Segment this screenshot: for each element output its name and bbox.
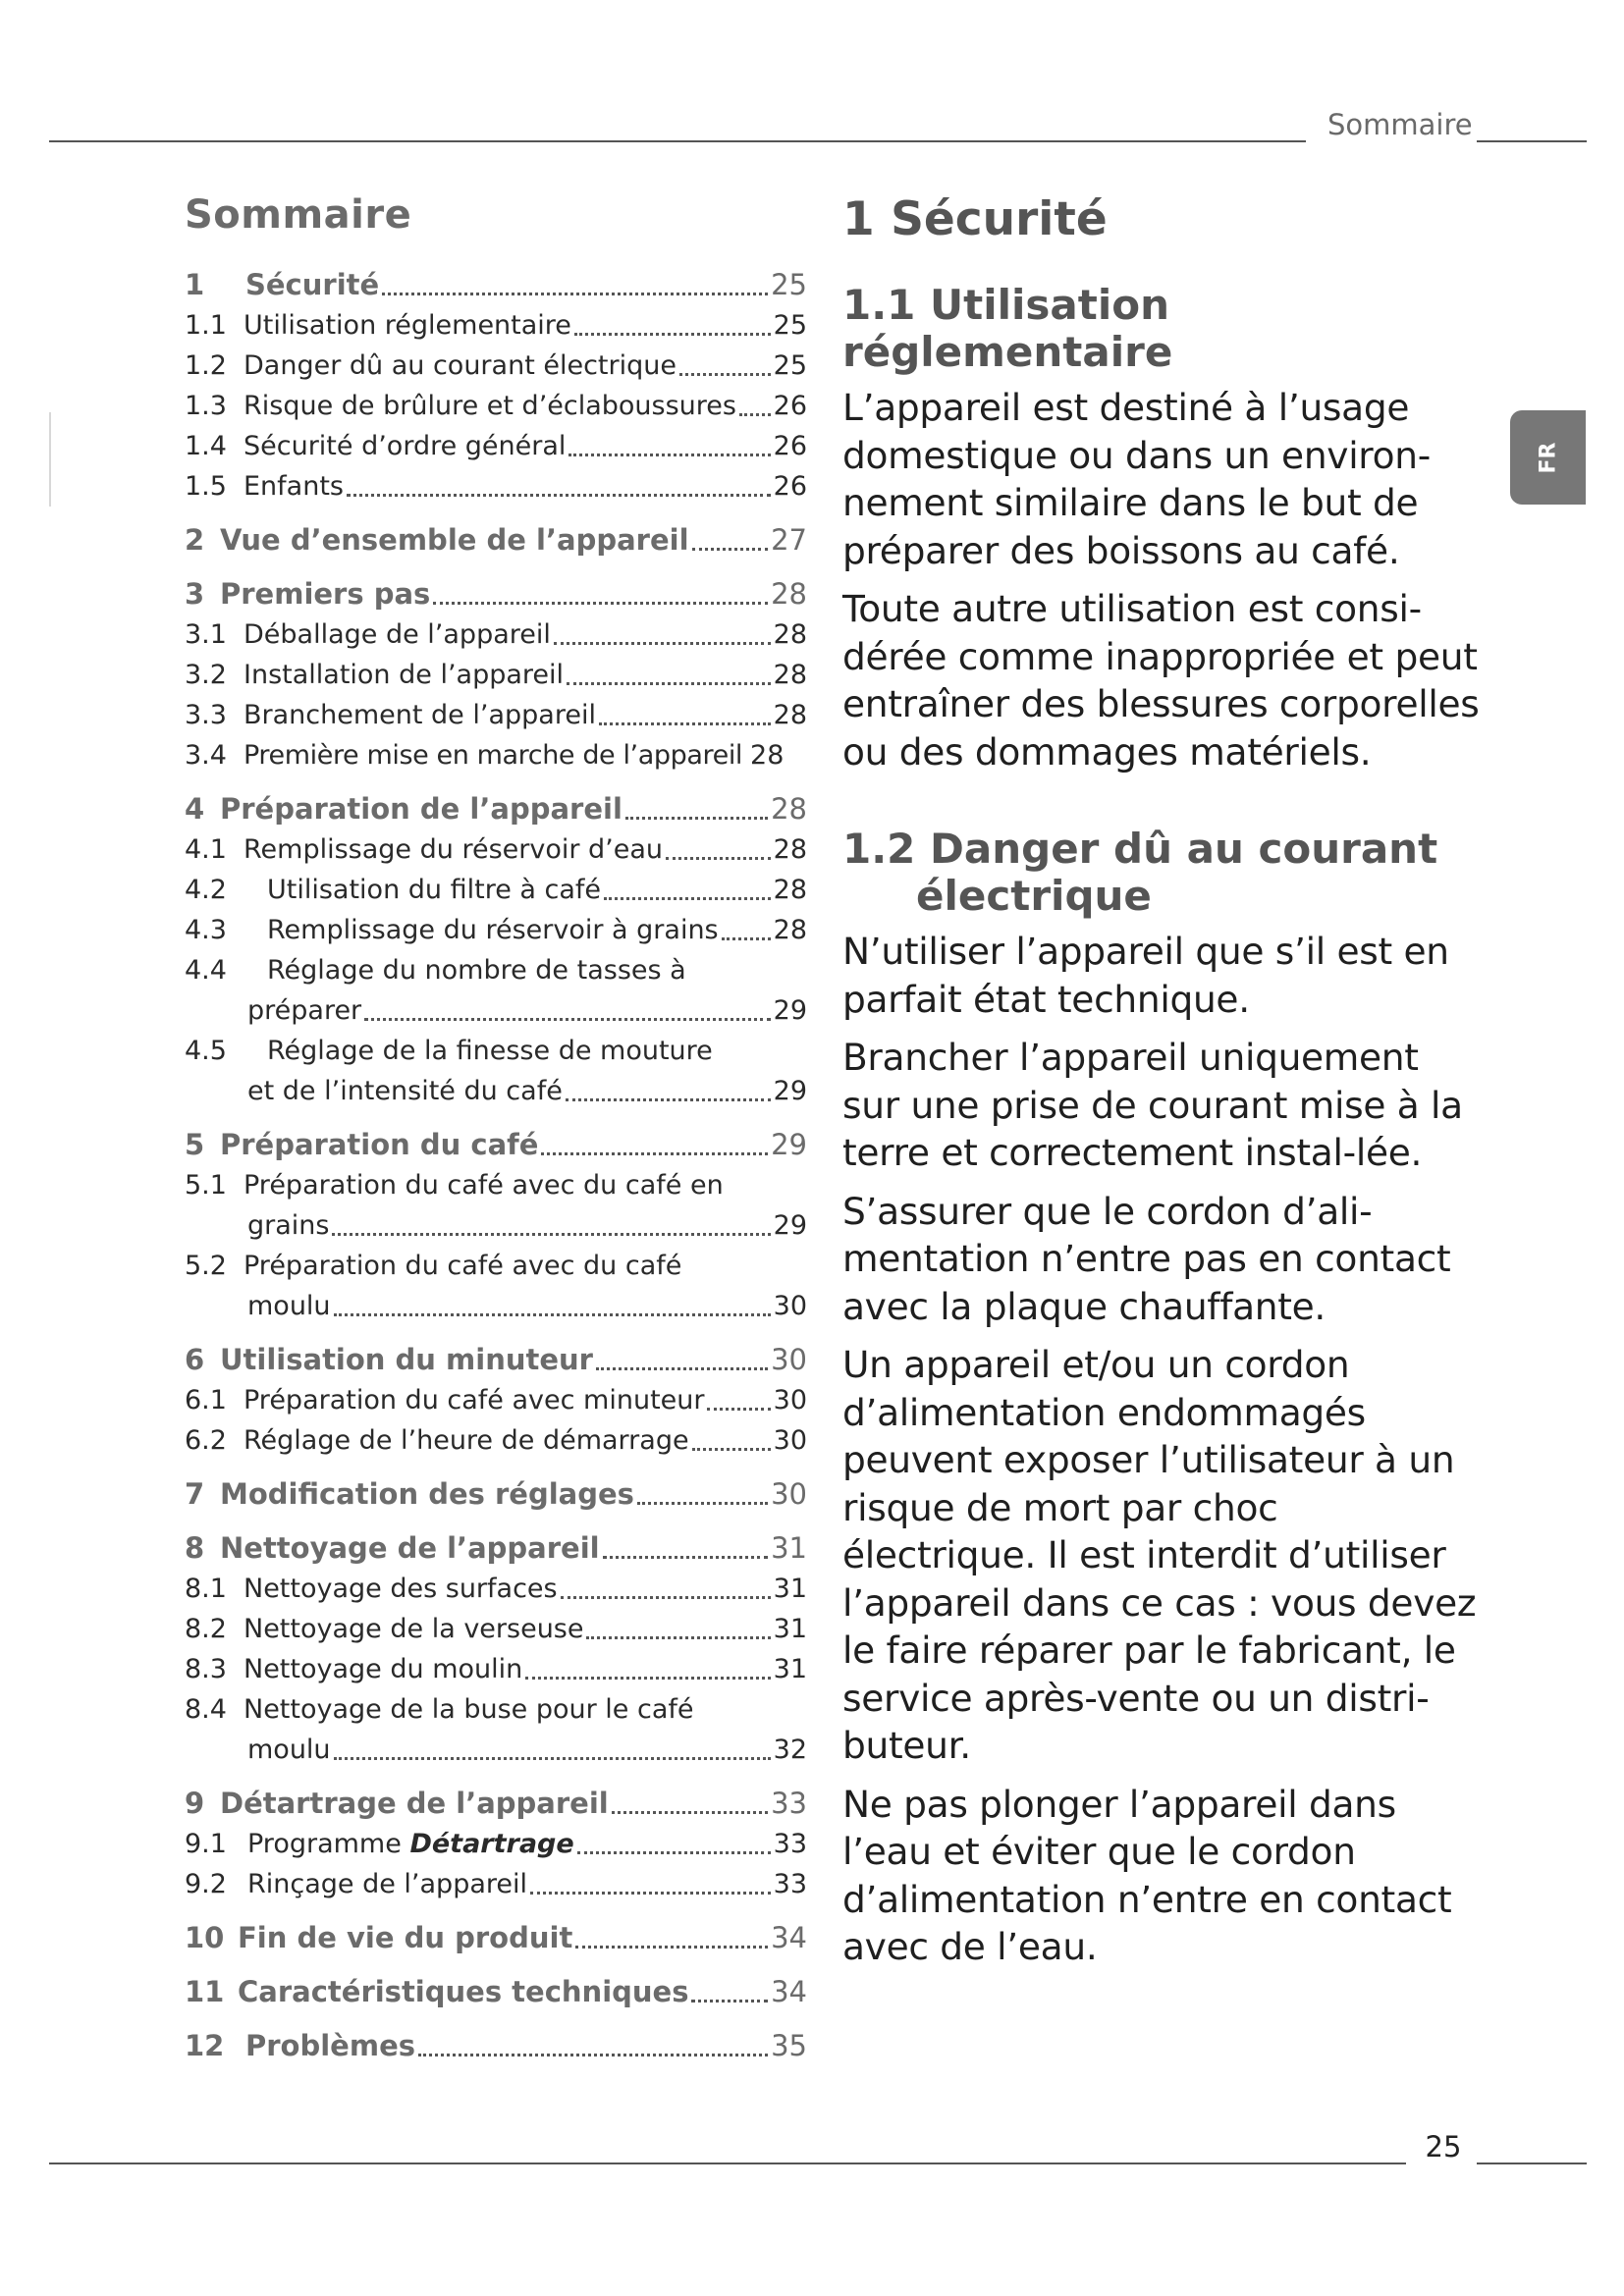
toc-num: 6.2 — [185, 1425, 227, 1456]
toc-sub-entry-continuation[interactable] — [185, 1286, 807, 1326]
paragraph: Un appareil et/ou un cordon d’alimentation endommagés peuvent exposer l’utilisateur à un risque de mort par choc électrique. Il est interdit d’utiliser l’appareil dans ce cas : vous devez le faire réparer par le fabricant, le service après-vente ou un distri-buteur. — [842, 1343, 1477, 1767]
subsection-heading: 1.1 Utilisation réglementaire — [842, 281, 1173, 376]
toc-num: 4.4 — [185, 955, 227, 986]
toc-num: 4.1 — [185, 834, 227, 865]
toc-page: 29 — [773, 1076, 807, 1106]
toc-main-entry[interactable] — [185, 1784, 807, 1824]
toc-section — [185, 1474, 807, 1515]
toc-main-entry[interactable] — [185, 574, 807, 614]
toc-num: 1.4 — [185, 431, 227, 461]
toc-sub-entry[interactable] — [185, 1380, 807, 1420]
toc-num: 11 — [185, 1975, 225, 2008]
toc-num: 8.1 — [185, 1574, 227, 1604]
toc-sub-entry[interactable] — [185, 1246, 807, 1286]
toc-page: 25 — [773, 310, 807, 341]
toc-title-text: Remplissage du réservoir à grains — [267, 915, 719, 945]
toc-leader — [603, 1556, 769, 1559]
paragraph: Ne pas plonger l’appareil dans l’eau et éviter que le cordon d’alimentation n’entre en contact avec de l’eau. — [842, 1782, 1452, 1968]
toc-page: 29 — [771, 1128, 807, 1161]
toc-title-text: Préparation du café avec minuteur — [244, 1385, 705, 1415]
toc-leader — [739, 413, 771, 416]
subsection-heading-line: 1.2 Danger dû au courant — [842, 825, 1438, 873]
toc-title-text: Risque de brûlure et d’éclaboussures — [244, 391, 736, 421]
toc-page: 34 — [771, 1921, 807, 1954]
toc-page: 26 — [773, 471, 807, 502]
toc-sub-entry-continuation[interactable] — [185, 990, 807, 1031]
toc-page: 28 — [773, 915, 807, 945]
toc-leader — [334, 1313, 771, 1316]
toc-leader — [554, 642, 771, 645]
toc-leader — [666, 857, 771, 860]
toc-num: 4.5 — [185, 1036, 227, 1066]
toc-num: 5.2 — [185, 1251, 227, 1281]
toc-leader — [637, 1502, 768, 1505]
toc-sub-entry[interactable] — [185, 655, 807, 695]
toc-leader — [364, 1018, 770, 1021]
toc-num: 8 — [185, 1531, 205, 1565]
toc-main-entry[interactable] — [185, 1340, 807, 1380]
toc-sub-entry[interactable] — [185, 1165, 807, 1205]
toc-title-plain: Programme — [247, 1829, 402, 1859]
toc-title-text: Utilisation du filtre à café — [267, 875, 602, 905]
toc-sub-entry[interactable] — [185, 1824, 807, 1864]
toc-title-text: Réglage de l’heure de démarrage — [244, 1425, 689, 1456]
toc-sub-entry[interactable] — [185, 1649, 807, 1689]
table-of-contents — [185, 192, 807, 2080]
toc-page: 28 — [771, 792, 807, 826]
toc-num: 3.3 — [185, 700, 227, 730]
toc-main-entry[interactable] — [185, 520, 807, 561]
toc-leader — [530, 1892, 771, 1895]
toc-page: 33 — [773, 1829, 807, 1859]
toc-title-text: Nettoyage de la buse pour le café — [244, 1694, 694, 1725]
toc-leader — [418, 2054, 768, 2056]
toc-num: 7 — [185, 1477, 205, 1511]
toc-title-text: Caractéristiques techniques — [238, 1975, 689, 2008]
toc-title-text: Nettoyage du moulin — [244, 1654, 523, 1684]
toc-leader — [577, 1851, 771, 1854]
section-heading: 1 Sécurité — [842, 192, 1108, 246]
toc-leader — [566, 1098, 771, 1101]
toc-leader — [691, 2000, 768, 2002]
toc-page: 29 — [773, 995, 807, 1026]
spacer — [842, 786, 1481, 826]
toc-num: 4.3 — [185, 915, 227, 945]
toc-leader — [586, 1636, 770, 1639]
toc-leader — [625, 817, 768, 820]
toc-page: 34 — [771, 1975, 807, 2008]
toc-title-text: Préparation du café avec du café — [244, 1251, 682, 1281]
toc-leader — [612, 1811, 768, 1814]
page-number: 25 — [1425, 2130, 1462, 2163]
toc-page: 30 — [773, 1425, 807, 1456]
toc-num: 8.2 — [185, 1614, 227, 1644]
toc-sub-entry[interactable] — [185, 466, 807, 507]
toc-sub-entry[interactable] — [185, 346, 807, 386]
toc-num: 1.3 — [185, 391, 227, 421]
toc-main-entry[interactable] — [185, 1125, 807, 1165]
toc-page: 28 — [771, 577, 807, 611]
footer-rule-right — [1477, 2163, 1587, 2164]
toc-page: 35 — [771, 2029, 807, 2062]
toc-title-text: Réglage de la finesse de mouture — [267, 1036, 713, 1066]
toc-section — [185, 265, 807, 507]
toc-page: 25 — [773, 350, 807, 381]
toc-title-text: Fin de vie du produit — [238, 1921, 573, 1954]
toc-leader — [541, 1152, 768, 1155]
toc-sub-entry[interactable] — [185, 695, 807, 735]
toc-num: 3.1 — [185, 619, 227, 650]
toc-sub-entry[interactable] — [185, 1031, 807, 1071]
toc-page: 28 — [773, 834, 807, 865]
toc-leader — [334, 1757, 771, 1760]
toc-page: 30 — [773, 1385, 807, 1415]
toc-sub-entry[interactable] — [185, 305, 807, 346]
toc-page: 31 — [771, 1531, 807, 1565]
toc-num: 5.1 — [185, 1170, 227, 1201]
toc-sub-entry[interactable] — [185, 1864, 807, 1904]
toc-main-entry[interactable] — [185, 2026, 807, 2066]
toc-leader — [332, 1233, 770, 1236]
toc-section — [185, 1528, 807, 1770]
toc-leader — [707, 1408, 770, 1411]
toc-title-text — [247, 1824, 574, 1864]
toc-num: 1 — [185, 268, 205, 301]
toc-num: 1.5 — [185, 471, 227, 502]
toc-title-text: moulu — [247, 1735, 331, 1765]
toc-title-text: Sécurité d’ordre général — [244, 431, 567, 461]
toc-title-text: Utilisation du minuteur — [220, 1343, 593, 1376]
toc-sub-entry[interactable] — [185, 950, 807, 990]
toc-title-text: Sécurité — [245, 268, 380, 301]
toc-title-text: Nettoyage de l’appareil — [220, 1531, 600, 1565]
paragraph: Toute autre utilisation est consi-dérée comme inappropriée et peut entraîner des blessures corporelles ou des dommages matériels. — [842, 587, 1480, 774]
subsection-heading — [842, 826, 1481, 920]
toc-leader — [574, 333, 771, 336]
header-rule-left — [49, 140, 1306, 142]
toc-page: 28 — [750, 740, 785, 771]
toc-sub-entry[interactable] — [185, 735, 807, 775]
paragraph: L’appareil est destiné à l’usage domestique ou dans un environ-nement similaire dans le but de préparer des boissons au café. — [842, 386, 1431, 572]
toc-main-entry[interactable] — [185, 1474, 807, 1515]
toc-num: 9 — [185, 1787, 205, 1820]
paragraph: S’assurer que le cordon d’ali-mentation n’entre pas en contact avec la plaque chauffante. — [842, 1189, 1451, 1328]
toc-num: 4.2 — [185, 875, 227, 905]
toc-num: 6.1 — [185, 1385, 227, 1415]
toc-sub-entry[interactable] — [185, 1609, 807, 1649]
toc-section — [185, 1340, 807, 1461]
toc-num: 1.2 — [185, 350, 227, 381]
toc-title-text: préparer — [247, 995, 362, 1026]
toc-leader — [599, 722, 771, 725]
toc-leader — [679, 373, 771, 376]
toc-num: 9.1 — [185, 1829, 227, 1859]
toc-num: 10 — [185, 1921, 225, 1954]
toc-sub-entry-continuation[interactable] — [185, 1730, 807, 1770]
toc-title-text: Nettoyage des surfaces — [244, 1574, 558, 1604]
toc-leader — [567, 682, 771, 685]
toc-section — [185, 1972, 807, 2012]
toc-sub-entry[interactable] — [185, 614, 807, 655]
toc-title-text: Nettoyage de la verseuse — [244, 1614, 584, 1644]
toc-title-text: Détartrage de l’appareil — [220, 1787, 609, 1820]
toc-title-text: Réglage du nombre de tasses à — [267, 955, 686, 986]
toc-leader — [575, 1946, 768, 1949]
toc-title-text: Préparation du café — [220, 1128, 539, 1161]
toc-section — [185, 1918, 807, 1958]
paragraph: Brancher l’appareil uniquement sur une prise de courant mise à la terre et correctement instal-lée. — [842, 1036, 1463, 1174]
header-rule-right — [1477, 140, 1587, 142]
toc-leader — [692, 548, 769, 551]
page-edge-mark — [49, 412, 51, 507]
language-tab-label: FR — [1536, 442, 1560, 473]
toc-page: 28 — [773, 660, 807, 690]
toc-sub-entry[interactable] — [185, 1689, 807, 1730]
toc-page: 32 — [773, 1735, 807, 1765]
toc-num: 1.1 — [185, 310, 227, 341]
toc-section — [185, 520, 807, 561]
toc-title-text: Remplissage du réservoir d’eau — [244, 834, 664, 865]
toc-title-text: Branchement de l’appareil — [244, 700, 596, 730]
toc-title-text: Déballage de l’appareil — [244, 619, 551, 650]
toc-sub-entry-continuation[interactable] — [185, 1205, 807, 1246]
toc-title-text: Vue d’ensemble de l’appareil — [220, 523, 689, 557]
toc-num: 8.4 — [185, 1694, 227, 1725]
toc-page: 31 — [773, 1654, 807, 1684]
toc-leader — [433, 602, 768, 605]
toc-leader — [568, 454, 770, 456]
toc-page: 26 — [773, 391, 807, 421]
toc-page: 31 — [773, 1614, 807, 1644]
toc-page: 33 — [773, 1869, 807, 1899]
toc-section — [185, 1125, 807, 1326]
toc-num: 3.2 — [185, 660, 227, 690]
footer-rule-left — [49, 2163, 1406, 2164]
toc-title-text: et de l’intensité du café — [247, 1076, 563, 1106]
toc-title-text: Enfants — [244, 471, 344, 502]
toc-leader — [692, 1448, 771, 1451]
toc-sub-entry[interactable] — [185, 910, 807, 950]
toc-num: 4 — [185, 792, 205, 826]
toc-leader — [347, 494, 771, 497]
toc-leader — [604, 897, 771, 900]
subsection-heading-continuation: électrique — [916, 872, 1152, 920]
toc-num: 6 — [185, 1343, 205, 1376]
toc-page: 26 — [773, 431, 807, 461]
toc-main-entry[interactable] — [185, 1918, 807, 1958]
running-header: Sommaire — [1327, 108, 1473, 141]
toc-leader — [722, 937, 771, 940]
toc-sub-entry[interactable] — [185, 1569, 807, 1609]
main-content — [842, 192, 1481, 1982]
toc-section — [185, 1784, 807, 1904]
toc-title-text: Installation de l’appareil — [244, 660, 565, 690]
toc-section — [185, 2026, 807, 2066]
toc-title-text: Problèmes — [245, 2029, 415, 2062]
toc-page: 30 — [771, 1343, 807, 1376]
toc-title-text: grains — [247, 1210, 330, 1241]
toc-num: 9.2 — [185, 1869, 227, 1899]
toc-title-emphasis: Détartrage — [409, 1829, 574, 1859]
toc-leader — [382, 293, 768, 295]
toc-sub-entry[interactable] — [185, 386, 807, 426]
toc-num: 2 — [185, 523, 205, 557]
toc-page: 33 — [771, 1787, 807, 1820]
toc-page: 29 — [773, 1210, 807, 1241]
toc-page: 25 — [771, 268, 807, 301]
toc-main-entry[interactable] — [185, 789, 807, 829]
toc-sub-entry-continuation[interactable] — [185, 1071, 807, 1111]
toc-page: 30 — [773, 1291, 807, 1321]
toc-title: Sommaire — [185, 192, 412, 238]
toc-title-text: Utilisation réglementaire — [244, 310, 571, 341]
toc-sub-entry[interactable] — [185, 1420, 807, 1461]
toc-main-entry[interactable] — [185, 265, 807, 305]
toc-title-text: Rinçage de l’appareil — [247, 1869, 528, 1899]
toc-page: 30 — [771, 1477, 807, 1511]
toc-num: 3.4 — [185, 740, 227, 771]
toc-main-entry[interactable] — [185, 1528, 807, 1569]
toc-num: 3 — [185, 577, 205, 611]
toc-title-text: Premiers pas — [220, 577, 431, 611]
toc-num: 5 — [185, 1128, 205, 1161]
toc-leader — [596, 1367, 768, 1370]
toc-title-text: Modification des réglages — [220, 1477, 634, 1511]
toc-leader — [525, 1677, 770, 1680]
toc-section — [185, 789, 807, 1111]
toc-sub-entry[interactable] — [185, 426, 807, 466]
paragraph: N’utiliser l’appareil que s’il est en parfait état technique. — [842, 930, 1449, 1021]
toc-page: 27 — [771, 523, 807, 557]
language-tab — [1510, 410, 1586, 505]
toc-page: 28 — [773, 619, 807, 650]
toc-num: 8.3 — [185, 1654, 227, 1684]
toc-sub-entry[interactable] — [185, 829, 807, 870]
toc-main-entry[interactable] — [185, 1972, 807, 2012]
toc-page: 31 — [773, 1574, 807, 1604]
toc-page: 28 — [773, 700, 807, 730]
toc-section — [185, 574, 807, 775]
toc-title-text: Préparation de l’appareil — [220, 792, 623, 826]
toc-sub-entry[interactable] — [185, 870, 807, 910]
toc-title-text: moulu — [247, 1291, 331, 1321]
toc-title-text: Danger dû au courant électrique — [244, 350, 677, 381]
toc-num: 12 — [185, 2029, 225, 2062]
toc-title-text: Première mise en marche de l’appareil — [244, 740, 743, 771]
toc-title-text: Préparation du café avec du café en — [244, 1170, 724, 1201]
toc-page: 28 — [773, 875, 807, 905]
toc-leader — [561, 1596, 771, 1599]
